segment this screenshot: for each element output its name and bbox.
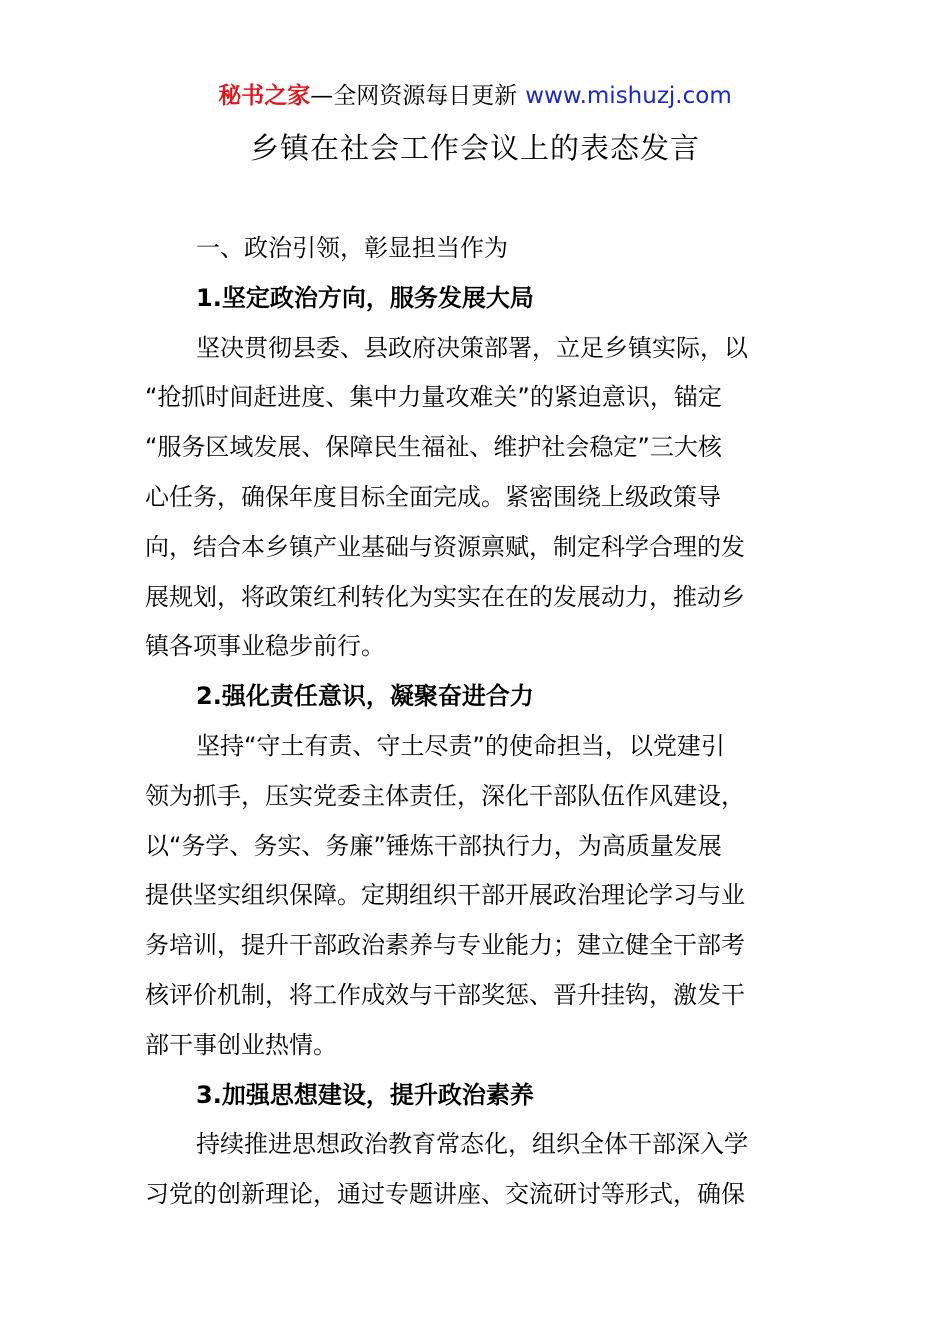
paragraph-line: 部干事创业热情。 — [145, 1030, 337, 1059]
subsection-heading: 1.坚定政治方向，服务发展大局 — [196, 283, 534, 312]
paragraph-line: 核评价机制，将工作成效与干部奖惩、晋升挂钩，激发干 — [145, 980, 745, 1009]
site-header — [0, 80, 950, 112]
paragraph-line: “服务区域发展、保障民生福祉、维护社会稳定”三大核 — [145, 433, 722, 462]
brand-name: 秘书之家 — [218, 83, 311, 109]
paragraph-line: 坚决贯彻县委、县政府决策部署，立足乡镇实际，以 — [196, 333, 748, 362]
paragraph-line: 镇各项事业稳步前行。 — [145, 632, 385, 661]
paragraph-line: 持续推进思想政治教育常态化，组织全体干部深入学 — [196, 1130, 748, 1159]
paragraph-line: 提供坚实组织保障。定期组织干部开展政治理论学习与业 — [145, 881, 745, 910]
subsection-heading: 3.加强思想建设，提升政治素养 — [196, 1080, 534, 1109]
paragraph-line: “抢抓时间赶进度、集中力量攻难关”的紧迫意识，锚定 — [145, 383, 722, 412]
document-title: 乡镇在社会工作会议上的表态发言 — [249, 131, 700, 165]
document-body — [145, 224, 805, 1220]
paragraph-line: 以“务学、务实、务廉”锤炼干部执行力，为高质量发展 — [145, 831, 722, 860]
section-heading: 一、政治引领，彰显担当作为 — [196, 234, 508, 262]
subsection-heading: 2.强化责任意识，凝聚奋进合力 — [196, 682, 534, 711]
paragraph-line: 务培训，提升干部政治素养与专业能力；建立健全干部考 — [145, 931, 745, 960]
header-tagline: —全网资源每日更新 — [310, 83, 518, 109]
paragraph-line: 习党的创新理论，通过专题讲座、交流研讨等形式，确保 — [145, 1180, 745, 1209]
paragraph-line: 坚持“守土有责、守土尽责”的使命担当，以党建引 — [196, 731, 725, 760]
site-url-link[interactable]: www.mishuzj.com — [525, 83, 732, 109]
paragraph-line: 领为抓手，压实党委主体责任，深化干部队伍作风建设， — [145, 781, 745, 810]
paragraph-line: 向，结合本乡镇产业基础与资源禀赋，制定科学合理的发 — [145, 532, 745, 561]
paragraph-line: 心任务，确保年度目标全面完成。紧密围绕上级政策导 — [145, 482, 721, 511]
paragraph-line: 展规划，将政策红利转化为实实在在的发展动力，推动乡 — [145, 582, 745, 611]
